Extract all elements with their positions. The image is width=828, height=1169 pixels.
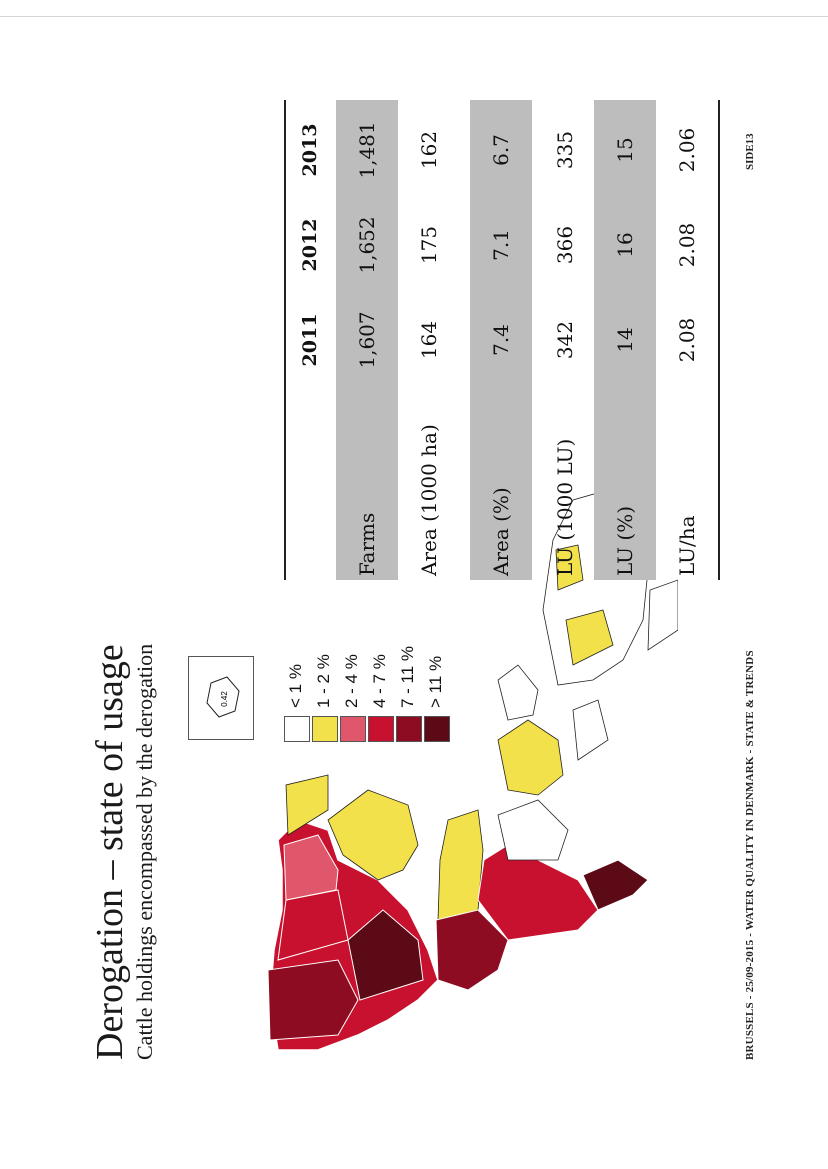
table-cell: 1,652 [355,216,379,274]
table-cell: 335 [553,130,577,170]
slide [88,10,778,1060]
table-top-rule [284,100,286,580]
row-label: LU (1000 LU) [553,438,577,576]
table-cell: 162 [417,130,441,170]
table-cell: 16 [613,232,637,258]
table-cell: 175 [417,225,441,265]
legend-label: 1 - 2 % [314,654,333,708]
legend-swatch [424,716,450,742]
row-label: LU/ha [675,515,699,576]
table-cell: 6.7 [489,134,513,166]
table-cell: 1,607 [355,311,379,369]
table-cell: 342 [553,320,577,360]
legend-label: 4 - 7 % [370,654,389,708]
bornholm-value: 0.42 [220,691,229,707]
table-cell: 2.06 [675,127,699,173]
row-label: Area (1000 ha) [417,424,441,576]
table-row-lu-ha [656,100,718,580]
table-bottom-rule [718,100,720,580]
table-cell: 14 [613,327,637,353]
bornholm-inset [188,656,254,740]
table-cell: 15 [613,137,637,163]
legend-swatch [312,716,338,742]
table-cell: 7.4 [489,324,513,356]
slide-title: Derogation – state of usage [89,644,131,1060]
table-row-area-pct [470,100,532,580]
table-row-area-ha [398,100,460,580]
slide-subtitle: Cattle holdings encompassed by the derogation [132,643,157,1060]
table-cell: 7.1 [489,229,513,261]
table-cell: 2.08 [675,317,699,363]
legend-swatch [340,716,366,742]
year-header-2012: 2012 [299,218,321,272]
legend-swatch [396,716,422,742]
row-label: LU (%) [613,505,637,576]
lolland-region [573,700,608,760]
table-row-lu-pct [594,100,656,580]
slide-number: SIDE13 [744,133,756,170]
year-header-2013: 2013 [299,123,321,177]
year-header-2011: 2011 [299,313,321,367]
table-row-farms [336,100,398,580]
row-label: Farms [355,512,379,576]
table-cell: 164 [417,320,441,360]
table-cell: 366 [553,225,577,265]
islands-region [498,665,563,795]
legend-label: 2 - 4 % [342,654,361,708]
row-label: Area (%) [489,487,513,576]
legend-label: 7 - 11 % [398,645,417,708]
bornholm-icon [189,657,253,739]
table-cell: 1,481 [355,121,379,179]
legend-label: > 11 % [426,655,445,708]
table-row-lu [534,100,596,580]
legend-label: < 1 % [286,664,305,708]
table-header [290,100,330,580]
legend-swatch [368,716,394,742]
legend-swatch [284,716,310,742]
jutland-region [268,775,648,1050]
table-cell: 2.08 [675,222,699,268]
slide-footer: BRUSSELS - 25/09-2015 - WATER QUALITY IN DENMARK - STATE & TRENDS [744,650,756,1060]
